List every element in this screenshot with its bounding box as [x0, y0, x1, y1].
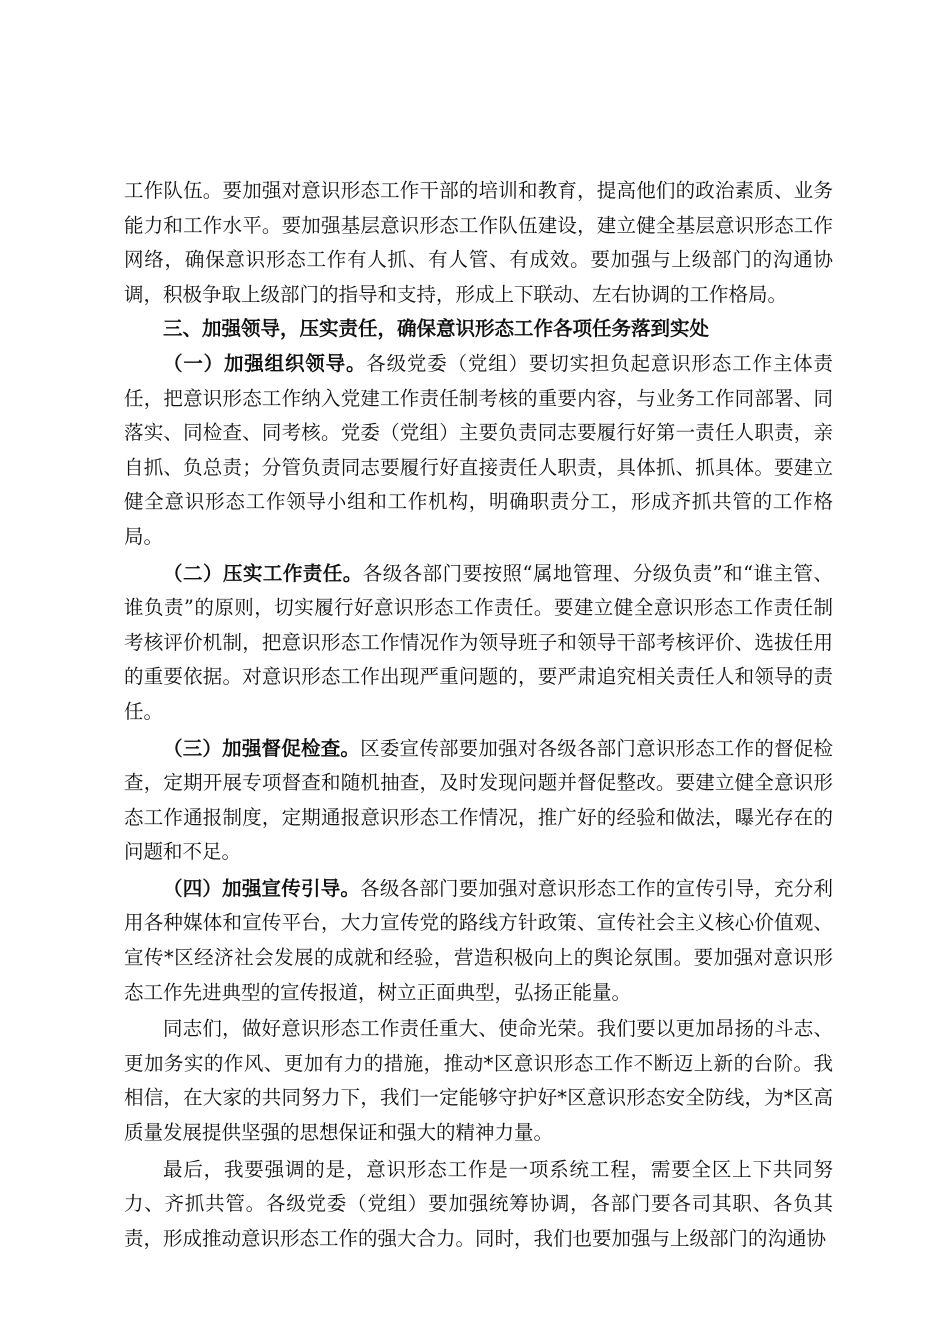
paragraph-continuation: [124, 174, 833, 312]
paragraph-work-responsibility: [124, 557, 833, 730]
paragraph-lead: （四）加强宣传引导。: [163, 876, 361, 900]
paragraph-text: 同志们，做好意识形态工作责任重大、使命光荣。我们要以更加昂扬的斗志、更加务实的作风、更加有力的措施，推动*区意识形态工作不断迈上新的台阶。我相信，在大家的共同努力下，我们一定能够守护好*区意识形态安全防线，为*区高质量发展提供坚强的思想保证和强大的精神力量。: [124, 1017, 833, 1145]
paragraph-lead: （二）压实工作责任。: [163, 561, 363, 585]
paragraph-text: 各级党委（党组）要切实担负起意识形态工作主体责任，把意识形态工作纳入党建工作责任制考核的重要内容，与业务工作同部署、同落实、同检查、同考核。党委（党组）主要负责同志要履行好第一责任人职责，亲自抓、负总责；分管负责同志要履行好直接责任人职责，具体抓、抓具体。要建立健全意识形态工作领导小组和工作机构，明确职责分工，形成齐抓共管的工作格局。: [124, 351, 833, 548]
paragraph-text: 区委宣传部要加强对各级各部门意识形态工作的督促检查，定期开展专项督查和随机抽查，及时发现问题并督促整改。要建立健全意识形态工作通报制度，定期通报意识形态工作情况，推广好的经验和做法，曝光存在的问题和不足。: [124, 736, 833, 864]
heading-text: 三、加强领导，压实责任，确保意识形态工作各项任务落到实处: [163, 317, 710, 341]
paragraph-organization-leadership: [124, 347, 833, 555]
paragraph-text: 最后，我要强调的是，意识形态工作是一项系统工程，需要全区上下共同努力、齐抓共管。各级党委（党组）要加强统筹协调，各部门要各司其职、各负其责，形成推动意识形态工作的强大合力。同时，我们也要加强与上级部门的沟通协: [124, 1157, 833, 1250]
section-heading: [124, 312, 833, 347]
document-page: [124, 174, 833, 1256]
paragraph-supervision-inspection: [124, 732, 833, 870]
paragraph-lead: （三）加强督促检查。: [163, 736, 361, 760]
paragraph-text: 各级各部门要按照“属地管理、分级负责”和“谁主管、谁负责”的原则，切实履行好意识形态工作责任。要建立健全意识形态工作责任制考核评价机制，把意识形态工作情况作为领导班子和领导干部考核评价、选拔任用的重要依据。对意识形态工作出现严重问题的，要严肃追究相关责任人和领导的责任。: [124, 561, 833, 723]
paragraph-text: 各级各部门要加强对意识形态工作的宣传引导，充分利用各种媒体和宣传平台，大力宣传党的路线方针政策、宣传社会主义核心价值观、宣传*区经济社会发展的成就和经验，营造积极向上的舆论氛围。要加强对意识形态工作先进典型的宣传报道，树立正面典型，弘扬正能量。: [124, 876, 833, 1004]
paragraph-text: 工作队伍。要加强对意识形态工作干部的培训和教育，提高他们的政治素质、业务能力和工作水平。要加强基层意识形态工作队伍建设，建立健全基层意识形态工作网络，确保意识形态工作有人抓、有人管、有成效。要加强与上级部门的沟通协调，积极争取上级部门的指导和支持，形成上下联动、左右协调的工作格局。: [124, 179, 833, 306]
paragraph-publicity-guidance: [124, 872, 833, 1010]
paragraph-comrades: [124, 1012, 833, 1150]
paragraph-lead: （一）加强组织领导。: [163, 351, 367, 375]
paragraph-finally: [124, 1153, 833, 1257]
